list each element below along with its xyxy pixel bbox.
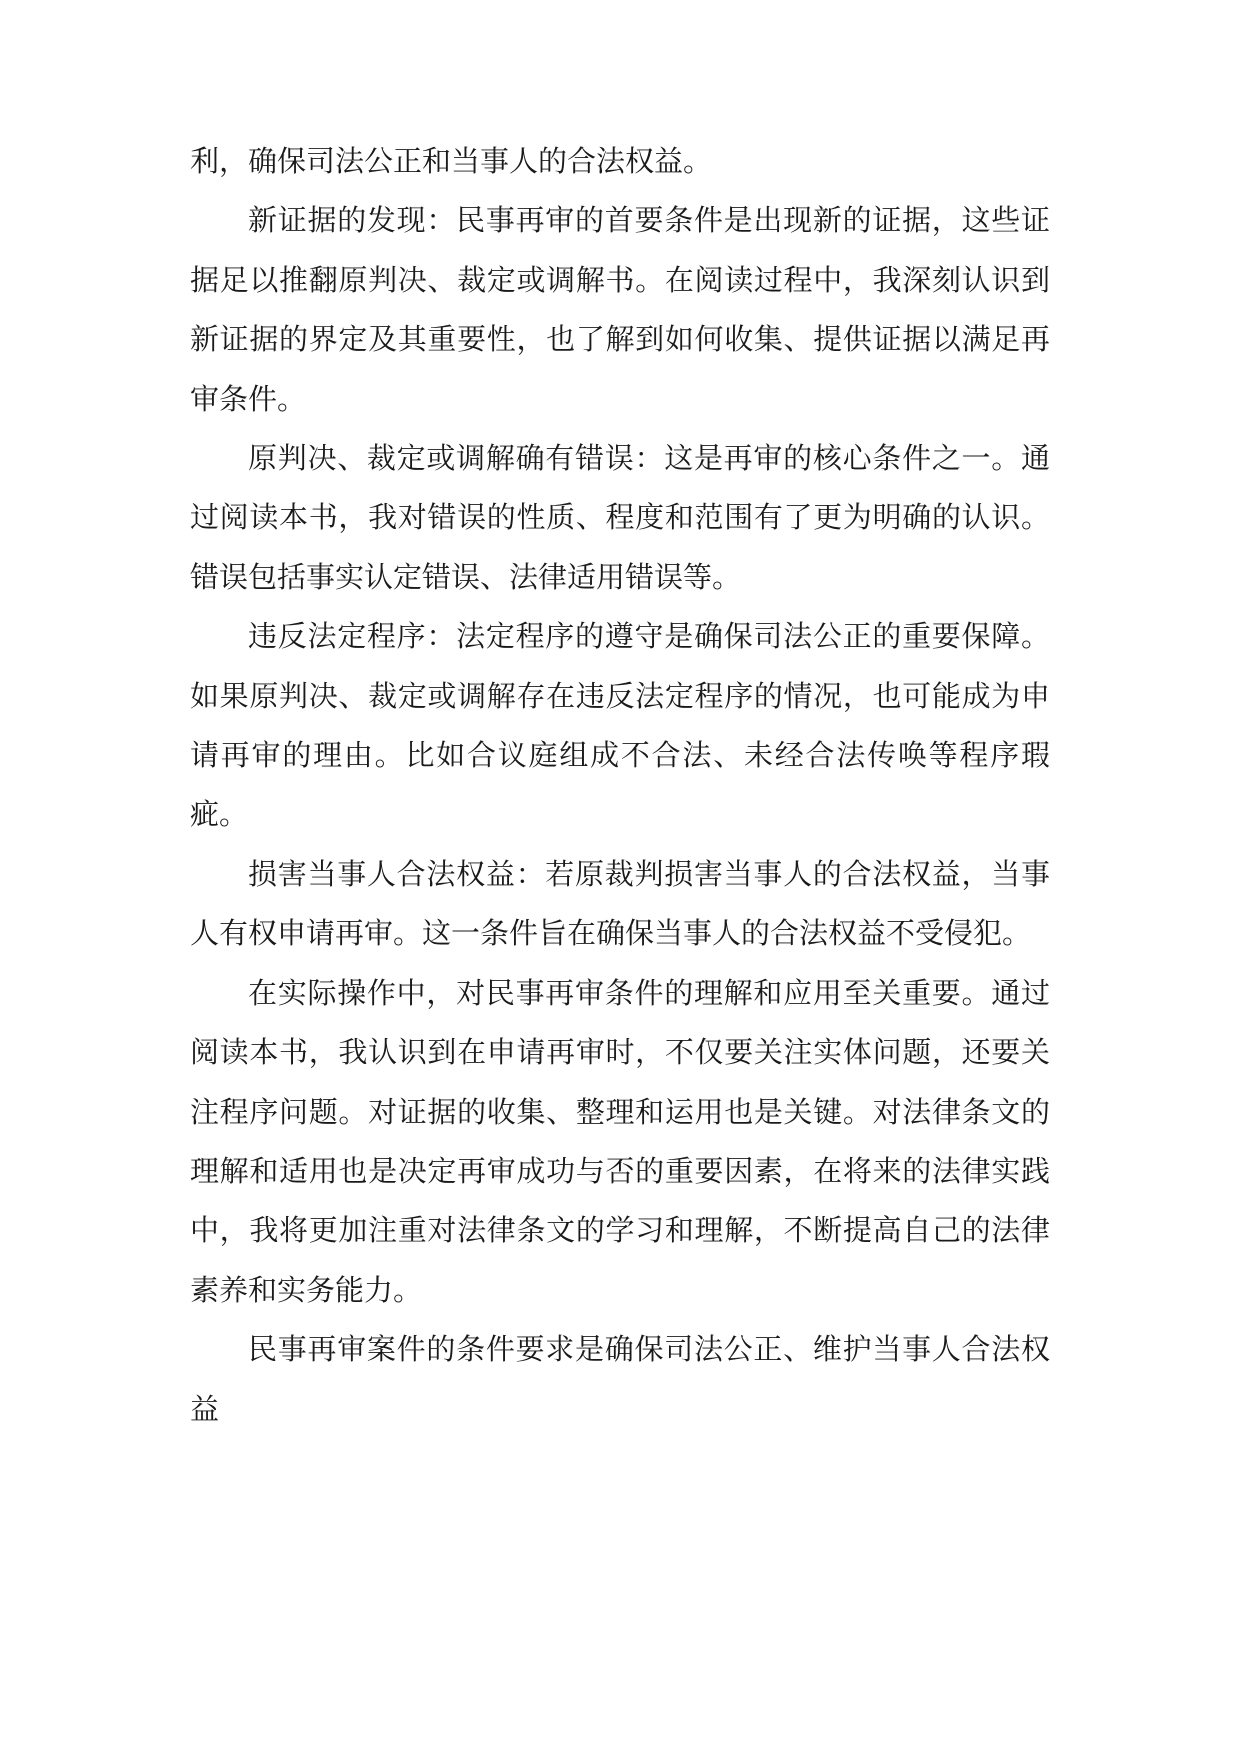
paragraph-judgment-error: 原判决、裁定或调解确有错误：这是再审的核心条件之一。通过阅读本书，我对错误的性质、程度和范围有了更为明确的认识。错误包括事实认定错误、法律适用错误等。 (190, 441, 1050, 594)
paragraph-new-evidence: 新证据的发现：民事再审的首要条件是出现新的证据，这些证据足以推翻原判决、裁定或调解书。在阅读过程中，我深刻认识到新证据的界定及其重要性，也了解到如何收集、提供证据以满足再审条件。 (190, 203, 1050, 416)
paragraph-rights-harm: 损害当事人合法权益：若原裁判损害当事人的合法权益，当事人有权申请再审。这一条件旨在确保当事人的合法权益不受侵犯。 (190, 856, 1050, 951)
paragraph-procedure-violation: 违反法定程序：法定程序的遵守是确保司法公正的重要保障。如果原判决、裁定或调解存在违反法定程序的情况，也可能成为申请再审的理由。比如合议庭组成不合法、未经合法传唤等程序瑕疵。 (190, 619, 1050, 832)
document-body (190, 132, 1050, 1439)
paragraph-continuation: 利，确保司法公正和当事人的合法权益。 (190, 144, 713, 178)
paragraph-practice: 在实际操作中，对民事再审条件的理解和应用至关重要。通过阅读本书，我认识到在申请再审时，不仅要关注实体问题，还要关注程序问题。对证据的收集、整理和运用也是关键。对法律条文的理解和适用也是决定再审成功与否的重要因素，在将来的法律实践中，我将更加注重对法律条文的学习和理解，不断提高自己的法律素养和实务能力。 (190, 975, 1050, 1307)
paragraph-conclusion: 民事再审案件的条件要求是确保司法公正、维护当事人合法权益 (190, 1332, 1050, 1426)
